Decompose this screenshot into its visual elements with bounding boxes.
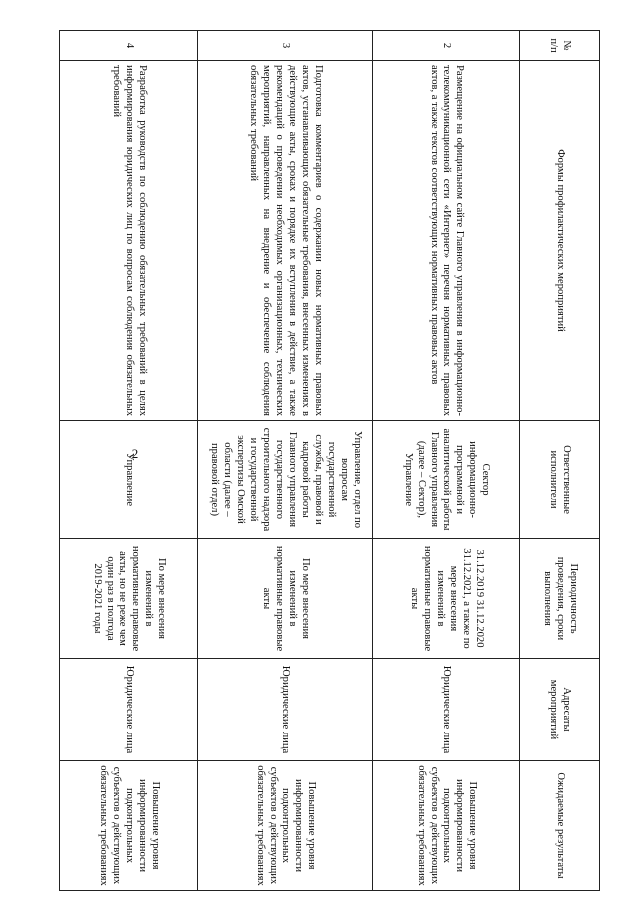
header-form: Формы профилактических мероприятий xyxy=(520,61,600,421)
row-target: Юридические лица xyxy=(373,659,520,761)
row-num: 2 xyxy=(373,31,520,61)
row-num: 4 xyxy=(60,31,198,61)
row-form: Разработка руководств по соблюдению обязательных требований в целях информирования юридических лиц по вопросам соблюдения обязательных требований xyxy=(60,61,198,421)
row-result: Повышение уровня информированности подконтрольных субъектов о действующих обязательных требованиях xyxy=(198,761,373,891)
row-executor: Сектор информационно-программной и аналитической работы Главного управления (далее – Сектор), Управление xyxy=(373,421,520,539)
row-result: Повышение уровня информированности подконтрольных субъектов о действующих обязательных требованиях xyxy=(60,761,198,891)
measures-table xyxy=(59,30,600,891)
page-number: 2 xyxy=(131,446,139,461)
header-num: № п/п xyxy=(520,31,600,61)
header-result: Ожидаемые результаты xyxy=(520,761,600,891)
row-period: По мере внесения изменений в нормативные правовые акты, но не реже чем один раз в полгода 2019-2021 годы xyxy=(60,539,198,659)
header-target: Адресаты мероприятий xyxy=(520,659,600,761)
row-period: По мере внесения изменений в нормативные правовые акты xyxy=(198,539,373,659)
row-period: 31.12.2019 31.12.2020 31.12.2021, а также по мере внесения изменений в нормативные правовые акты xyxy=(373,539,520,659)
table-row xyxy=(373,31,520,891)
row-target: Юридические лица xyxy=(198,659,373,761)
table-row xyxy=(198,31,373,891)
table-row xyxy=(60,31,198,891)
rotated-page-content xyxy=(60,30,600,890)
row-executor: Управление xyxy=(60,421,198,539)
table-header-row xyxy=(520,31,600,891)
row-form: Подготовка комментариев о содержании новых нормативных правовых актов, устанавливающих обязательные требования, внесенных изменениях в действующие акты, сроках и порядке их вступления в действие, а также рекомендаций о проведении необходимых организационных, технических мероприятий, направленных на внедрение и обеспечение соблюдения обязательных требований xyxy=(198,61,373,421)
row-executor: Управление, отдел по вопросам государственной службы, правовой и кадровой работы Главного управления государственного строительного надзора и государственной экспертизы Омской области (далее – правовой отдел) xyxy=(198,421,373,539)
row-form: Размещение на официальном сайте Главного управления в информационно-телекоммуникационной сети «Интернет» перечня нормативных правовых актов, а также текстов соответствующих нормативных правовых актов xyxy=(373,61,520,421)
header-period: Периодичность проведения, сроки выполнения xyxy=(520,539,600,659)
header-executor: Ответственные исполнители xyxy=(520,421,600,539)
row-num: 3 xyxy=(198,31,373,61)
row-result: Повышение уровня информированности подконтрольных субъектов о действующих обязательных требованиях xyxy=(373,761,520,891)
row-target: Юридические лица xyxy=(60,659,198,761)
